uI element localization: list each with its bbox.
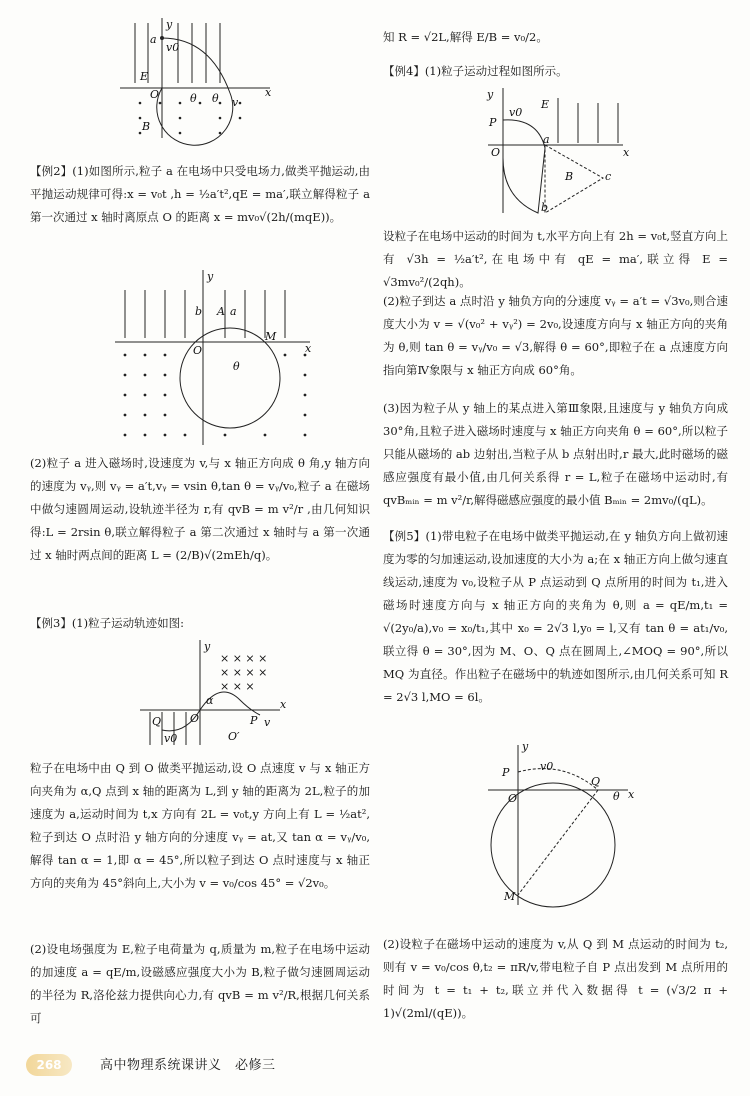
example3-part1: 粒子在电场中由 Q 到 O 做类平抛运动,设 O 点速度 v 与 x 轴正方向夹角为 α,Q 点到 x 轴的距离为 L,到 y 轴的距离为 2L,粒子的加速度为 a,运动时间为 t,x 方向有 2L = v₀t,y 方向上有 L = ½at²,粒子到达 O 点时沿 y 轴方向的分速度 vᵧ = at,又 tan α = vᵧ/v₀,解得 tan α = 1,即 α = 45°,所以粒子到达 O 点时速度与 x 轴正方向的夹角为 45°斜向上,大小为 v = v₀/cos 45° = √2v₀。 — [30, 761, 370, 890]
fig2-label: M — [265, 330, 277, 343]
example5-part1: 【例5】(1)带电粒子在电场中做类平抛运动,在 y 轴负方向上做初速度为零的匀加速运动,设加速度的大小为 a;在 x 轴正方向上做匀速直线运动,速度为 v₀,设粒子从 P 点运动到 Q 点所用的时间为 t₁,进入磁场时速度方向与 x 轴正方向的夹角为 θ,则 a = qE/m,t₁ = √(2y₀/a),v₀ = x₀/t₁,其中 x₀ = 2√3 l,y₀ = l,又有 tan θ = at₁/v₀,联立得 θ = 30°,因为 M、O、Q 点在圆周上,∠MOQ = 90°,所以 MQ 为直径。作出粒子在磁场中的轨迹如图所示,由几何关系可知 R = 2√3 l,MO = 6l。 — [383, 529, 728, 704]
fig5-label: P — [502, 766, 510, 779]
fig1-label: v0 — [166, 41, 180, 54]
fig1-label: E — [140, 70, 149, 83]
fig4-label: c — [605, 170, 612, 183]
fig1-label: x — [265, 86, 272, 99]
fig4-label: a — [543, 133, 550, 146]
figure-example5 — [478, 740, 638, 915]
fig5-label: y — [522, 740, 529, 753]
fig5-label: Q — [591, 775, 601, 788]
example4-part1: 设粒子在电场中运动的时间为 t,水平方向上有 2h = v₀t,竖直方向上有 √3h = ½a′t²,在电场中有 qE = ma′,联立得 E = √3mv₀²/(2qh)。 — [383, 229, 728, 289]
figure-example4 — [483, 88, 633, 218]
figure-example2-b — [115, 270, 315, 450]
fig2-label: y — [207, 270, 214, 283]
example4-part2: (2)粒子到达 a 点时沿 y 轴负方向的分速度 vᵧ = a′t = √3v₀,则合速度大小为 v = √(v₀² + vᵧ²) = 2v₀,设速度方向与 x 轴正方向的夹角为 θ,则 tan θ = vᵧ/v₀ = √3,解得 θ = 60°,即粒子在 a 点速度方向指向第Ⅳ象限与 x 轴正方向成 60°角。 — [383, 294, 728, 377]
svg-text:× × × ×: × × × × — [220, 652, 268, 665]
example4-heading: 【例4】(1)粒子运动过程如图所示。 — [383, 64, 568, 78]
fig3-label: P — [250, 714, 258, 727]
fig3-label: α — [206, 694, 214, 707]
example2-part2: (2)粒子 a 进入磁场时,设速度为 v,与 x 轴正方向成 θ 角,y 轴方向的速度为 vᵧ,则 vᵧ = a′t,vᵧ = vsin θ,tan θ = vᵧ/v₀,粒子 a 在磁场中做匀速圆周运动,设轨迹半径为 r,有 qvB = m v²/r ,由几何知识得:L = 2rsin θ,联立解得粒子 a 第二次通过 x 轴时与 a 第一次通过 x 轴时两点间的距离 L = (2/B)√(2mEh/q)。 — [30, 456, 370, 562]
fig5-label: v0 — [540, 760, 554, 773]
fig1-label: O — [150, 88, 160, 101]
fig5-label: M — [504, 890, 516, 903]
fig3-label: O — [190, 712, 200, 725]
fig3-label: O′ — [228, 730, 240, 743]
fig4-label: y — [487, 88, 494, 101]
fig2-label: a — [230, 305, 237, 318]
fig1-label: a — [150, 33, 157, 46]
page-number: 268 — [26, 1054, 72, 1076]
fig2-label: θ — [233, 360, 240, 373]
example3-conclusion: 知 R = √2L,解得 E/B = v₀/2。 — [383, 30, 548, 44]
fig2-label: A — [217, 305, 225, 318]
fig5-label: O — [508, 792, 518, 805]
example3-heading: 【例3】(1)粒子运动轨迹如图: — [30, 616, 184, 630]
svg-text:× × × ×: × × × × — [220, 666, 268, 679]
fig4-label: x — [623, 146, 630, 159]
fig1-label: y — [166, 18, 173, 31]
fig3-label: v — [264, 716, 271, 729]
fig4-label: E — [541, 98, 550, 111]
figure-example2-a — [120, 18, 280, 148]
fig3-label: y — [204, 640, 211, 653]
fig3-label: v0 — [164, 732, 178, 745]
fig2-label: O — [193, 344, 203, 357]
example4-part3: (3)因为粒子从 y 轴上的某点进入第Ⅲ象限,且速度与 y 轴负方向成 30°角,且粒子进入磁场时速度与 x 轴正方向夹角 θ = 60°,所以粒子只能从磁场的 ab 边射出,当粒子从 b 点射出时,r 最大,此时磁场的磁感应强度有最小值,由几何关系得 r = L,粒子在磁场中运动时,有 qvBₘᵢₙ = m v²/r,解得磁感应强度的最小值 Bₘᵢₙ = 2mv₀/(qL)。 — [383, 401, 728, 507]
book-title: 高中物理系统课讲义 必修三 — [100, 1058, 276, 1073]
fig2-label: x — [305, 342, 312, 355]
fig2-label: b — [195, 305, 203, 318]
fig4-label: B — [565, 170, 574, 183]
svg-text:× × ×: × × × — [220, 680, 255, 693]
fig1-label: B — [142, 120, 151, 133]
fig1-label: v — [232, 96, 239, 109]
example2-part1: 【例2】(1)如图所示,粒子 a 在电场中只受电场力,做类平抛运动,由平抛运动规律可得:x = v₀t ,h = ½a′t²,qE = ma′,联立解得粒子 a 第一次通过 x 轴时离原点 O 的距离 x = mv₀√(2h/(mqE))。 — [30, 164, 370, 224]
page-footer — [0, 1046, 750, 1096]
fig1-label: θ — [212, 92, 219, 105]
fig4-label: O — [491, 146, 501, 159]
fig4-label: v0 — [509, 106, 523, 119]
fig3-label: Q — [152, 715, 162, 728]
fig3-label: x — [280, 698, 287, 711]
fig4-label: b — [541, 201, 549, 214]
fig5-label: x — [628, 788, 635, 801]
fig5-label: θ — [613, 790, 620, 803]
fig1-label: θ — [190, 92, 197, 105]
example3-part2: (2)设电场强度为 E,粒子电荷量为 q,质量为 m,粒子在电场中运动的加速度 a = qE/m,设磁感应强度大小为 B,粒子做匀速圆周运动的半径为 R,洛伦兹力提供向心力,有 qvB = m v²/R,根据几何关系可 — [30, 942, 370, 1025]
example5-part2: (2)设粒子在磁场中运动的速度为 v,从 Q 到 M 点运动的时间为 t₂,则有 v = v₀/cos θ,t₂ = πR/v,带电粒子自 P 点出发到 M 点所用的时间为 t = t₁ + t₂,联立并代入数据得 t = (√3/2 π + 1)√(2ml/(qE))。 — [383, 937, 728, 1020]
figure-example3 — [140, 640, 290, 750]
fig4-label: P — [489, 116, 497, 129]
